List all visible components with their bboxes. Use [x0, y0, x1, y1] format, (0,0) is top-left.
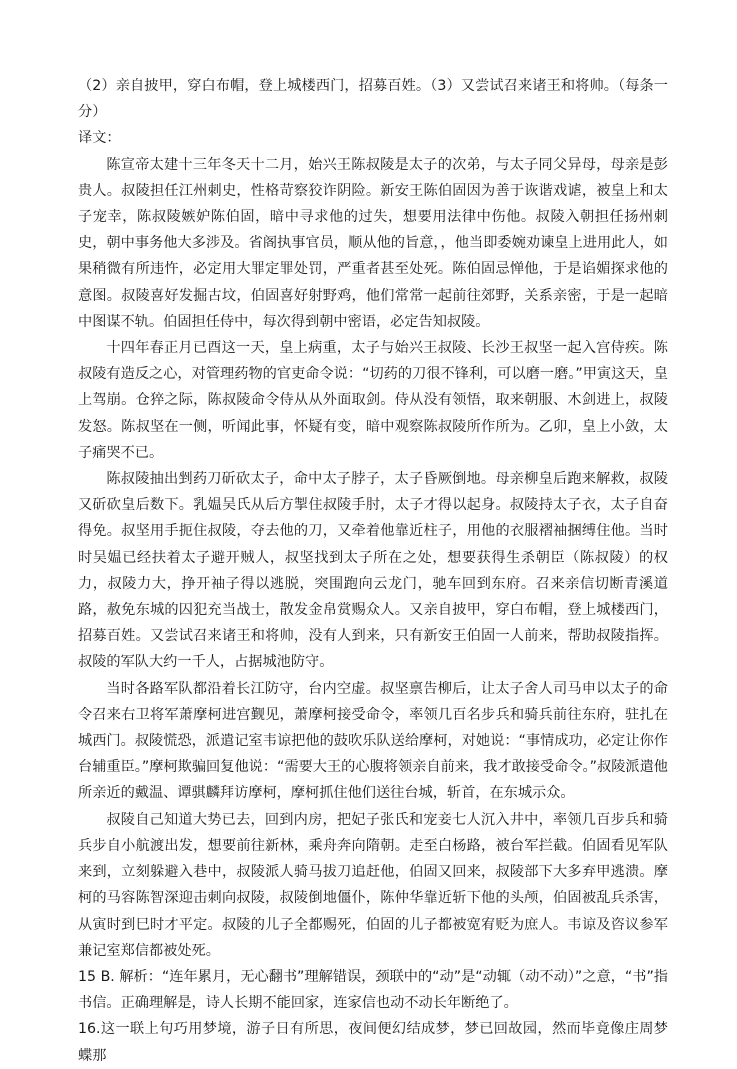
question-15-answer: 15 B. 解析：“连年累月，无心翻书”理解错误，颈联中的“动”是“动辄（动不动）”之意，“书”指书信。正确理解是，诗人长期不能回家，连家信也动不动长年断绝了。	[78, 968, 668, 1012]
translation-paragraph-4: 当时各路军队都沿着长江防守，台内空虚。叔坚禀告柳后，让太子舍人司马申以太子的命令召来右卫将军萧摩柯进宫觐见，萧摩柯接受命令，率领几百名步兵和骑兵前往东府，驻扎在城西门。叔陵慌恐，派遣记室韦谅把他的鼓吹乐队送给摩柯，对她说：“事情成功，必定让你作台辅重臣。”摩柯欺骗回复他说：“需要大王的心腹将领亲自前来，我才敢接受命令。”叔陵派遣他所亲近的戴温、谭骐麟拜访摩柯，摩柯抓住他们送往台城，斩首，在东城示众。	[78, 680, 668, 802]
translation-paragraph-2: 十四年春正月已酉这一天，皇上病重，太子与始兴王叔陵、长沙王叔坚一起入宫侍疾。陈叔陵有造反之心，对管理药物的官吏命令说：“切药的刀很不锋利，可以磨一磨。”甲寅这天，皇上驾崩。仓猝之际，陈叔陵命令侍从从外面取剑。侍从没有领悟，取来朝服、木剑进上，叔陵发怒。陈叔坚在一侧，听闻此事，怀疑有变，暗中观察陈叔陵所作所为。乙卯，皇上小敛，太子痛哭不已。	[78, 340, 668, 461]
translation-paragraph-3: 陈叔陵抽出剉药刀斫砍太子，命中太子脖子，太子昏厥倒地。母亲柳皇后跑来解救，叔陵又斫砍皇后数下。乳媪吴氏从后方掣住叔陵手肘，太子才得以起身。叔陵持太子衣，太子自奋得免。叔坚用手扼住叔陵，夺去他的刀，又牵着他靠近柱子，用他的衣服褶袖捆缚住他。当时时吴媪已经扶着太子避开贼人，叔坚找到太子所在之处，想要获得生杀朝臣（陈叔陵）的权力，叔陵力大，挣开袖子得以逃脱，突围跑向云龙门，驰车回到东府。召来亲信切断青溪道路，赦免东城的囚犯充当战士，散发金帛赏赐众人。又亲自披甲，穿白布帽，登上城楼西门，招募百姓。又尝试召来诸王和将帅，没有人到来，只有新安王伯固一人前来，帮助叔陵指挥。叔陵的军队大约一千人，占据城池防守。	[78, 471, 668, 671]
translation-label: 译文：	[78, 130, 121, 147]
translation-paragraph-5: 叔陵自己知道大势已去，回到内房，把妃子张氏和宠妾七人沉入井中，率领几百步兵和骑兵步自小航渡出发，想要前往新林，乘舟奔向隋朝。走至白杨路，被台军拦截。伯固看见军队来到，立刻躲避入巷中，叔陵派人骑马拔刀追赶他，伯固又回来，叔陵部下大多弃甲逃溃。摩柯的马容陈智深迎击刺向叔陵，叔陵倒地僵仆，陈仲华靠近斩下他的头颅，伯固被乱兵杀害，从寅时到巳时才平定。叔陵的儿子全都赐死，伯固的儿子都被宽宥贬为庶人。韦谅及咨议参军兼记室郑信都被处死。	[78, 811, 668, 959]
question-16-answer: 16.这一联上句巧用梦境，游子日有所思，夜间便幻结成梦，梦已回故园，然而毕竟像庄周梦蝶那	[78, 1021, 668, 1064]
translation-paragraph-1: 陈宣帝太建十三年冬天十二月，始兴王陈叔陵是太子的次弟，与太子同父异母，母亲是彭贵人。叔陵担任江州刺史，性格苛察狡诈阴险。新安王陈伯固因为善于诙谐戏谑，被皇上和太子宠幸，陈叔陵嫉妒陈伯固，暗中寻求他的过失，想要用法律中伤他。叔陵入朝担任扬州刺史，朝中事务他大多涉及。省阁执事官员，顺从他的旨意，，他当即委婉劝谏皇上进用此人，如果稍微有所违忤，必定用大罪定罪处罚，严重者甚至处死。陈伯固忌惮他，于是谄媚探求他的意图。叔陵喜好发掘古坟，伯固喜好射野鸡，他们常常一起前往郊野，关系亲密，于是一起暗中图谋不轨。伯固担任侍中，每次得到朝中密语，必定告知叔陵。	[78, 156, 668, 330]
answer-line: （2）亲自披甲，穿白布帽，登上城楼西门，招募百姓。（3）又尝试召来诸王和将帅。（每条一分）	[78, 78, 668, 121]
document-page	[78, 73, 668, 1069]
